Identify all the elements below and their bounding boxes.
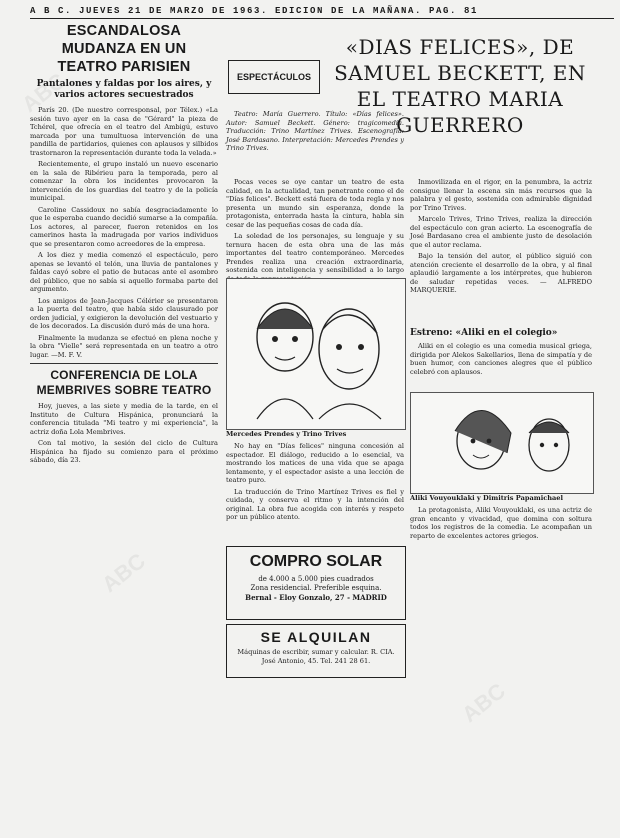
right-column-bottom	[410, 506, 592, 832]
headline-mudanza: ESCANDALOSA MUDANZA EN UN TEATRO PARISIEN	[57, 23, 191, 75]
article-paragraph: La soledad de los personajes, su lenguaje y su ternura hacen de esta obra una de las más importantes del teatro contemporáneo. Mercedes Prendes realiza una creación extraordinaria, sostenida con inteligencia y sensibilidad a lo largo	[226, 232, 404, 274]
aliki-illustration	[410, 392, 594, 494]
article-paragraph: Hoy, jueves, a las siete y media de la tarde, en el Instituto de Cultura Hispánica, pronunciará la conferencia titulada "Mi teatro y mi experiencia", la actriz doña Lola Membrives.	[30, 402, 218, 436]
caricature-illustration	[226, 278, 406, 430]
aliki-intro	[410, 342, 592, 390]
subsection-title	[410, 328, 592, 340]
ficha-text: Teatro: María Guerrero. Título: «Días felices». Autor: Samuel Beckett. Género: tragicomedia. Traducción: Trino Martínez Trives. Escenografía: José Bardasano. Interpretación: Mercedes Prendes y Trino Trives.	[226, 110, 404, 152]
right-column-top	[410, 178, 592, 326]
article-paragraph: Recientemente, el grupo instaló un nuevo escenario en la sala de Ribérieu para la temporada, pero al comenzar la obra los incidentes provocaron la intervención de los guardias del teatro y de la policía municipal.	[30, 160, 218, 202]
left-column	[30, 22, 218, 832]
middle-column-bottom	[226, 442, 404, 540]
ad-line: Bernal - Eloy Gonzalo, 27 - MADRID	[245, 593, 387, 602]
article-paragraph: Inmovilizada en el rigor, en la penumbra, la actriz consigue llenar la escena sin más recursos que la palabra y el gesto, sostenida con admirable dignidad por Trino Trives.	[410, 178, 592, 212]
article-paragraph: Aliki en el colegio es una comedia musical griega, dirigida por Alekos Sakellarios, llena de simpatía y de buen humor, con canciones alegres que el público celebró con aplausos.	[410, 342, 592, 376]
article-paragraph: No hay en "Días felices" ninguna concesión al espectador. El diálogo, reducido a lo esencial, va mostrando los matices de una vida que se apaga lentamente, y el espectador asiste a una lección de teatro puro.	[226, 442, 404, 484]
middle-column-top	[226, 178, 404, 273]
watermark: ABC	[457, 678, 511, 728]
ad-line: Zona residencial. Preferible esquina.	[250, 584, 382, 592]
ad-line: de 4.000 a 5.000 pies cuadrados	[258, 575, 374, 583]
review-title: «DIAS FELICES», DE SAMUEL BECKETT, EN EL TEATRO MARIA GUERRERO	[334, 35, 586, 137]
article-paragraph: Marcelo Trives, Trino Trives, realiza la dirección del espectáculo con gran acierto. La escenografía de José Bardasano crea el ambiente justo de desolación que el autor reclama.	[410, 215, 592, 249]
aliki-drawing	[411, 393, 593, 493]
ad-se-alquilan	[226, 624, 406, 678]
article-paragraph: Con tal motivo, la sesión del ciclo de Cultura Hispánica ha fijado su comienzo para el próximo sábado, día 23.	[30, 439, 218, 464]
ad-title: COMPRO SOLAR	[249, 553, 383, 570]
article-paragraph: La protagonista, Aliki Vouyouklaki, es una actriz de gran encanto y vivacidad, que domina con soltura todos los registros de la comedia. Le acompañan un reparto de excelentes actores griegos.	[410, 506, 592, 540]
article-paragraph: Caroline Cassidoux no sabía desgraciadamente lo que le esperaba cuando decidió sumarse a la compañía. Los actores, al parecer, fueron retenidos en los camerinos hasta la madrugada por varios individuos que se presentaron como acreedores de la empresa.	[30, 205, 218, 248]
article-paragraph: A los diez y media comenzó el espectáculo, pero apenas se levantó el telón, una lluvia de pantalones y faldas cayó sobre el patio de butacas ante el asombro del público, que no sabía si aquello formaba parte del argumento.	[30, 251, 218, 293]
page-header: A B C. JUEVES 21 DE MARZO DE 1963. EDICION DE LA MAÑANA. PAG. 81	[30, 6, 614, 19]
ad-line: Máquinas de escribir, sumar y calcular. R. CIA. José Antonio, 45. Tel. 241 28 61.	[237, 648, 395, 665]
article-paragraph: Finalmente la mudanza se efectuó en plena noche y la obra "Vielle" será representada en un teatro a otro lugar. —M. F. V.	[30, 333, 218, 359]
watermark: ABC	[17, 68, 71, 118]
ad-title: SE ALQUILAN	[260, 629, 372, 645]
article-paragraph: Pocas veces se oye cantar un teatro de esta calidad, en la actualidad, tan penetrante como el de "Días felices". Beckett está fuera de toda regla y nos presenta un mundo sin esperanza, donde la protagonista, enterrada hasta la cintura, habla sin cesar de las pequeñas cosas de cada día.	[226, 178, 404, 229]
divider	[30, 363, 218, 364]
section-label: ESPECTÁCULOS	[228, 60, 320, 94]
image-caption: Mercedes Prendes y Trino Trives	[226, 430, 347, 438]
headline-membrives: CONFERENCIA DE LOLA MEMBRIVES SOBRE TEATRO	[36, 368, 212, 397]
watermark: ABC	[97, 548, 151, 598]
aliki-heading: Estreno: «Aliki en el colegio»	[410, 328, 558, 338]
ad-compro-solar	[226, 546, 406, 620]
article-paragraph: Bajo la tensión del autor, el público siguió con atención creciente el desarrollo de la obra, y al final aplaudió largamente a los intérpretes, que hubieron de saludar repetidas veces. — ALFREDO MARQUERIE.	[410, 252, 592, 294]
article-paragraph: París 20. (De nuestro corresponsal, por Télex.) «La sesión tuvo ayer en la casa de "Gérard" la pieza de Tchérel, que ofrecía en el teatro del Ambigú, estuvo marcada por una tumultuosa intervención de una pandilla de partidarios, quienes con aplausos y silbidos trastornaron la representación durante toda la velada.»	[30, 106, 218, 157]
review-ficha	[226, 110, 404, 174]
subheadline-mudanza: Pantalones y faldas por los aires, y varios actores secuestrados	[36, 79, 212, 100]
image-caption: Aliki Vouyouklaki y Dimitris Papamichael	[410, 494, 563, 502]
article-paragraph: La traducción de Trino Martínez Trives es fiel y cuidada, y conserva el ritmo y la intención del original. La obra fue acogida con interés y respeto por un público atento.	[226, 487, 404, 521]
article-paragraph: Los amigos de Jean-Jacques Célérier se presentaron a la puerta del teatro, que había sido clausurado por orden judicial, y exigieron la devolución del vestuario y de los decorados. La discusión duró más de una hora.	[30, 296, 218, 330]
caricature-drawing	[227, 279, 405, 429]
